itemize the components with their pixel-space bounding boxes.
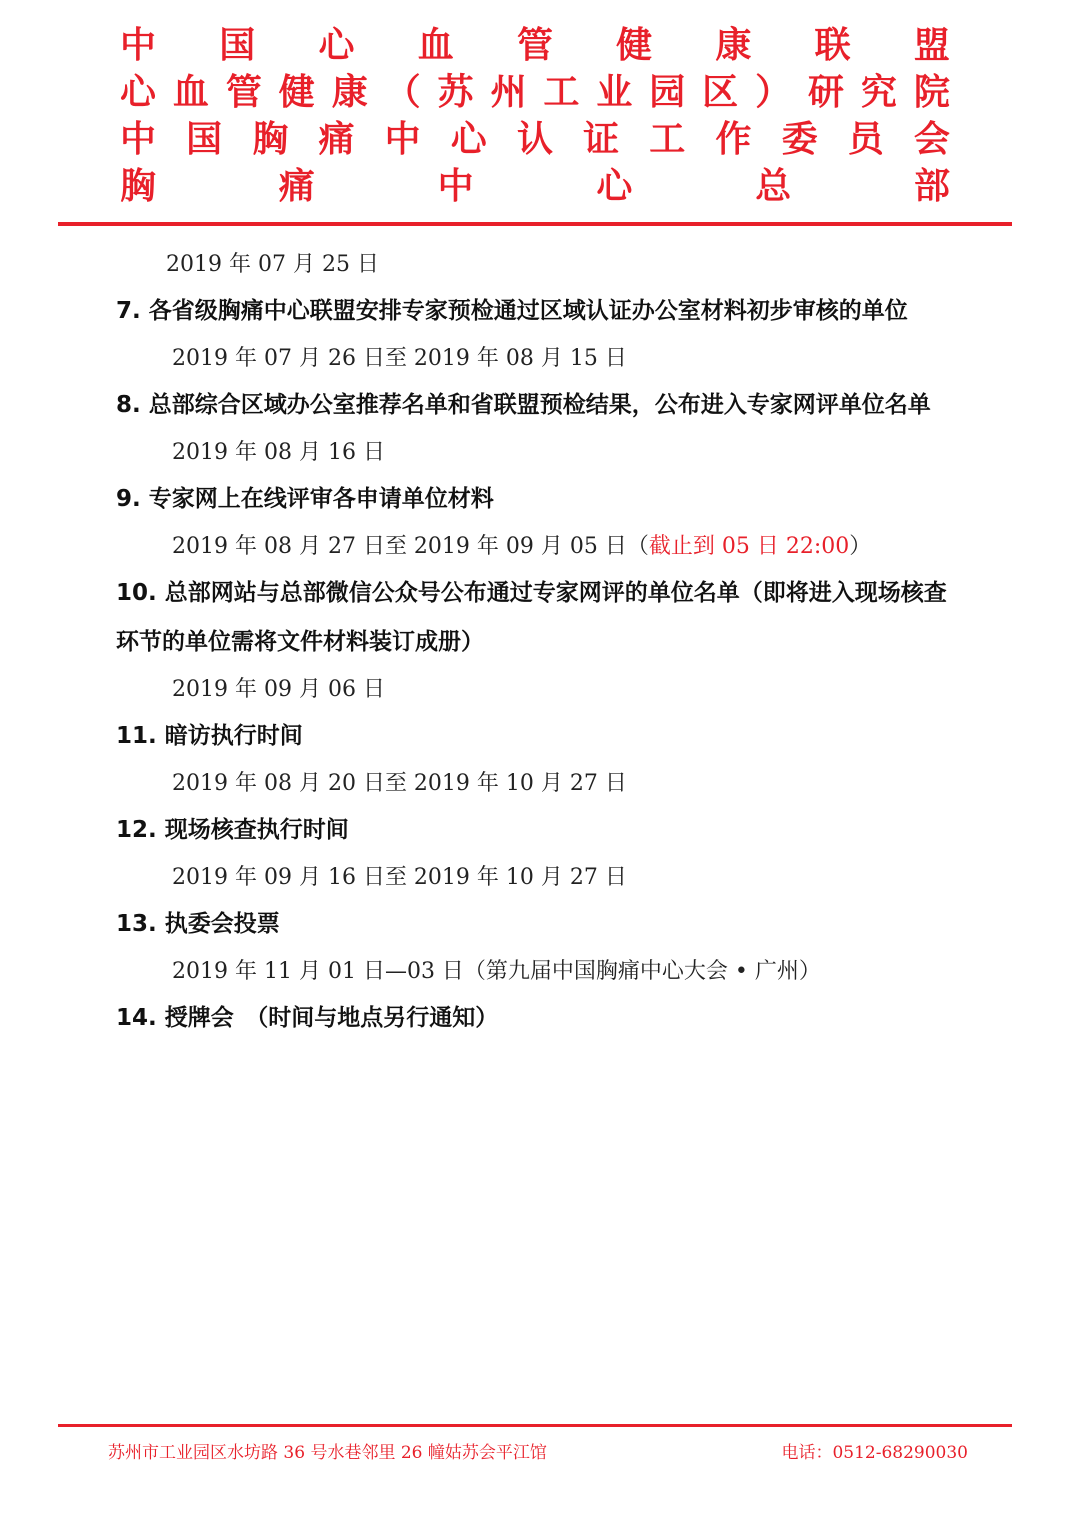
letterhead-char: 苏 [437,72,474,113]
date-line-10: 2019 年 09 月 06 日 [172,677,385,702]
letterhead-char: 会 [913,119,950,160]
item-title-8: 8. 总部综合区域办公室推荐名单和省联盟预检结果，公布进入专家网评单位名单 [116,392,931,418]
date-text-9: 2019 年 08 月 27 日至 2019 年 09 月 05 日（ [172,534,649,559]
date-line-7: 2019 年 07 月 26 日至 2019 年 08 月 15 日 [172,346,627,371]
date-line-8: 2019 年 08 月 16 日 [172,440,385,465]
item-title-14: 14. 授牌会 （时间与地点另行通知） [116,1005,499,1031]
letterhead-char: 作 [715,119,752,160]
letterhead-char: 管 [516,25,553,66]
item-title-9: 9. 专家网上在线评审各申请单位材料 [116,486,494,512]
date-line-9 [116,524,956,569]
letterhead-char: 管 [225,72,262,113]
date-line-11: 2019 年 08 月 20 日至 2019 年 10 月 27 日 [172,771,627,796]
letterhead-char: 心 [450,119,487,160]
letterhead-char: 心 [596,166,633,207]
schedule-content [116,242,956,1043]
letterhead-char: 院 [913,72,950,113]
letterhead-char: 血 [417,25,454,66]
letterhead-line-4 [120,163,950,210]
letterhead-char: 部 [913,166,950,207]
letterhead-line-1 [120,22,950,69]
footer [108,1438,968,1463]
letterhead-char: 痛 [278,166,315,207]
letterhead-char: 员 [847,119,884,160]
letterhead-char: ） [755,72,792,113]
letterhead-char: 州 [490,72,527,113]
letterhead-char: 究 [860,72,897,113]
letterhead-char: 盟 [913,25,950,66]
letterhead-char: 中 [384,119,421,160]
letterhead-line-2 [120,69,950,116]
letterhead-char: 心 [318,25,355,66]
letterhead-char: 痛 [318,119,355,160]
letterhead-char: 中 [437,166,474,207]
letterhead-char: 认 [516,119,553,160]
letterhead-char: 联 [814,25,851,66]
letterhead [120,22,950,210]
letterhead-char: 血 [172,72,209,113]
letterhead-char: 国 [186,119,223,160]
letterhead-char: 中 [120,25,157,66]
letterhead-char: 工 [543,72,580,113]
footer-phone: 电话：0512-68290030 [781,1443,968,1463]
date-line-12: 2019 年 09 月 16 日至 2019 年 10 月 27 日 [172,865,627,890]
item-title-11: 11. 暗访执行时间 [116,723,303,749]
letterhead-line-3 [120,116,950,163]
note-suffix: ） [849,534,872,559]
letterhead-char: 研 [807,72,844,113]
letterhead-char: 中 [120,119,157,160]
deadline-note: 截止到 05 日 22:00 [648,534,850,559]
footer-address: 苏州市工业园区水坊路 36 号水巷邻里 26 幢姑苏会平江馆 [108,1443,547,1463]
footer-divider [58,1424,1012,1427]
item-title-7: 7. 各省级胸痛中心联盟安排专家预检通过区域认证办公室材料初步审核的单位 [116,298,908,324]
letterhead-char: 健 [278,72,315,113]
letterhead-char: 园 [649,72,686,113]
letterhead-char: 胸 [120,166,157,207]
date-line: 2019 年 07 月 25 日 [166,252,379,277]
letterhead-char: 国 [219,25,256,66]
letterhead-char: 总 [755,166,792,207]
letterhead-char: 康 [331,72,368,113]
date-line-13: 2019 年 11 月 01 日—03 日（第九届中国胸痛中心大会 • 广州） [172,959,821,984]
letterhead-char: 心 [120,72,157,113]
letterhead-char: 区 [702,72,739,113]
item-title-13: 13. 执委会投票 [116,911,280,937]
letterhead-char: 委 [781,119,818,160]
letterhead-char: （ [384,72,421,113]
item-title-12: 12. 现场核查执行时间 [116,817,349,843]
letterhead-char: 工 [649,119,686,160]
letterhead-char: 康 [715,25,752,66]
letterhead-char: 健 [616,25,653,66]
header-divider [58,222,1012,226]
letterhead-char: 业 [596,72,633,113]
item-title-10: 10. 总部网站与总部微信公众号公布通过专家网评的单位名单（即将进入现场核查环节的单位需将文件材料装订成册） [116,580,947,655]
letterhead-char: 胸 [252,119,289,160]
letterhead-char: 证 [583,119,620,160]
